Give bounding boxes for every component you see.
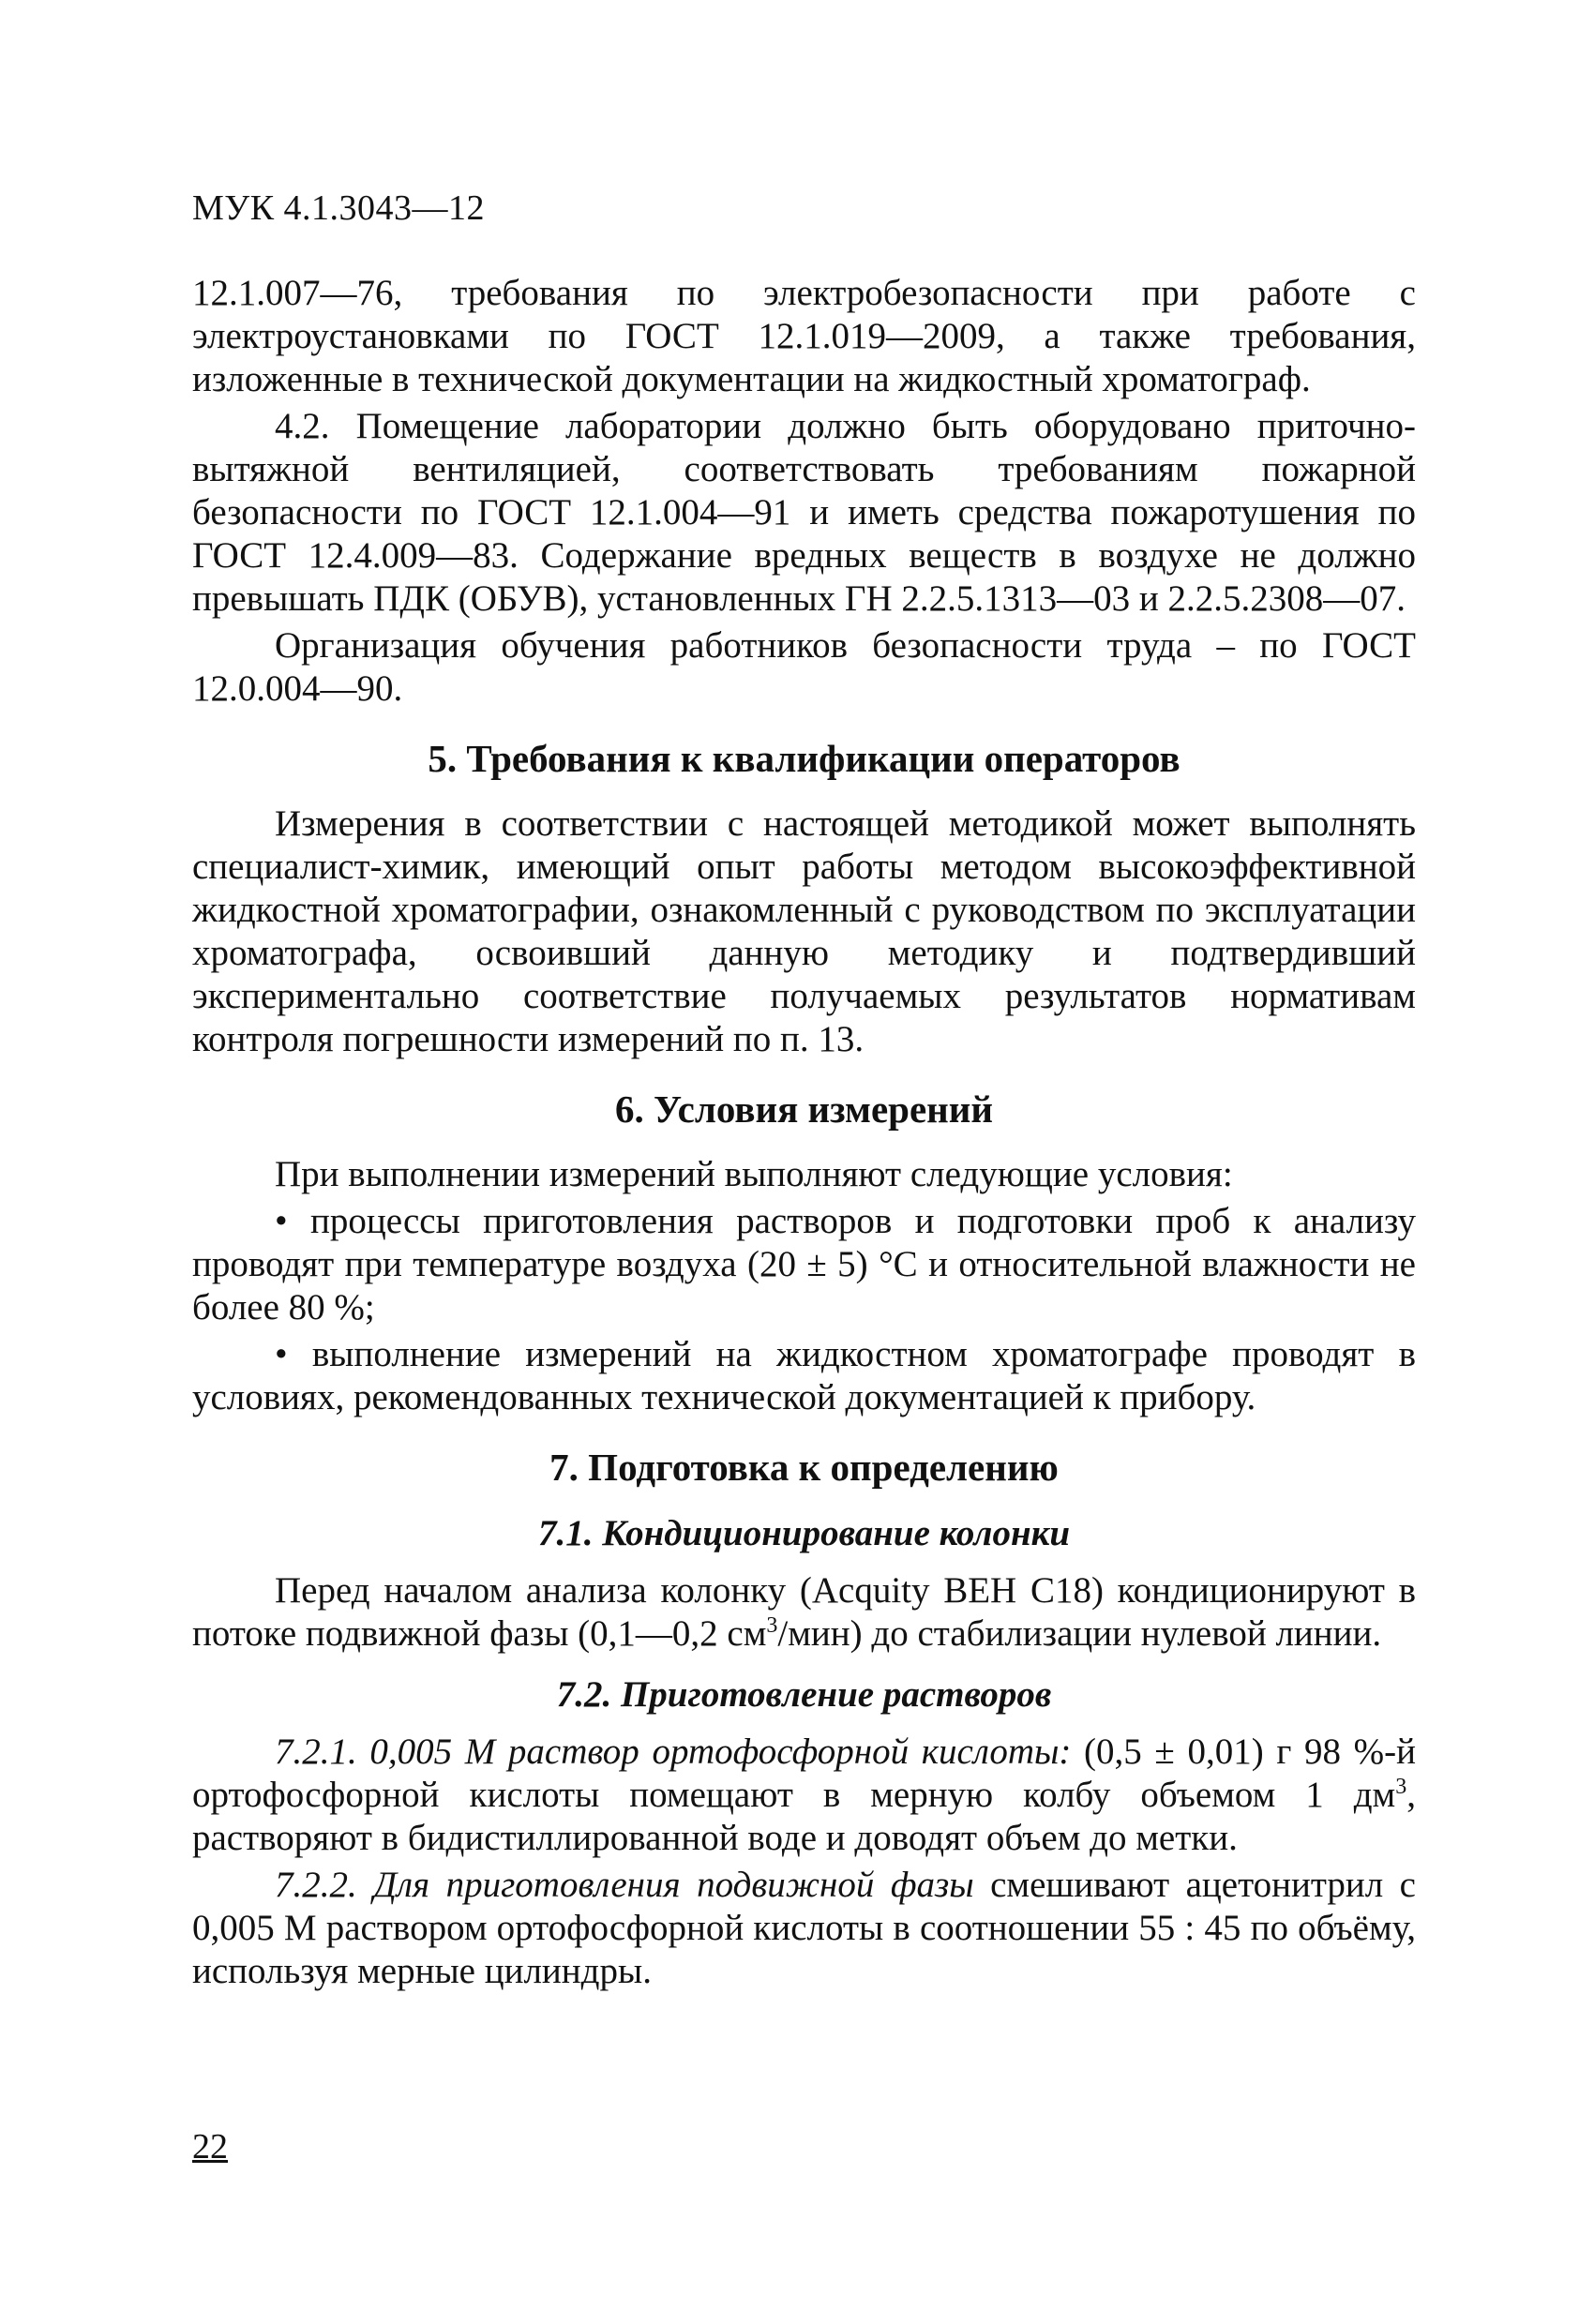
subsection-7-1-heading: 7.1. Кондиционирование колонки <box>537 1513 1071 1553</box>
section-6-intro: При выполнении измерений выполняют следующие условия: <box>275 1154 1233 1194</box>
paragraph-training: Организация обучения работников безопасности труда – по ГОСТ 12.0.004—90. <box>192 625 1416 709</box>
section-6-bullet-1: • процессы приготовления растворов и подготовки проб к анализу проводят при температуре воздуха (20 ± 5) °С и относительной влажности не более 80 %; <box>192 1201 1416 1327</box>
superscript-3: 3 <box>766 1613 778 1638</box>
page-number-footer <box>192 2126 228 2167</box>
paragraph-7-2-2-text: смешивают ацетонитрил с 0,005 М раствором ортофосфорной кислоты в соотношении 55 : 45 по объёму, используя мерные цилиндры. <box>192 1865 1416 1991</box>
paragraph-4-2: 4.2. Помещение лаборатории должно быть оборудовано приточно-вытяжной вентиляцией, соответствовать требованиям пожарной безопасности по ГОСТ 12.1.004—91 и иметь средства пожаротушения по ГОСТ 12.4.009—83. Содержание вредных веществ в воздухе не должно превышать ПДК (ОБУВ), установленных ГН 2.2.5.1313—03 и 2.2.5.2308—07. <box>192 406 1416 619</box>
subsection-7-2-heading: 7.2. Приготовление растворов <box>556 1674 1052 1715</box>
paragraph-7-2-2 <box>192 1864 1416 1993</box>
paragraph-7-2-1-lead: 7.2.1. 0,005 М раствор ортофосфорной кислоты: <box>275 1732 1072 1772</box>
subsection-7-1-text-a: Перед началом анализа колонку (Acquity BEH C18) кондиционируют в потоке подвижной фазы (0,1—0,2 см <box>192 1570 1416 1654</box>
section-6-bullet-2: • выполнение измерений на жидкостном хроматографе проводят в условиях, рекомендованных технической документацией к прибору. <box>192 1334 1416 1417</box>
paragraph-7-2-1-text-a: (0,5 ± 0,01) г 98 %-й ортофосфорной кислоты помещают в мерную колбу объемом 1 дм <box>192 1732 1416 1815</box>
paragraph-7-2-1-text-b: , растворяют в бидистиллированной воде и доводят объем до метки. <box>192 1775 1416 1858</box>
superscript-3: 3 <box>1395 1775 1407 1799</box>
subsection-7-1-text-b: /мин) до стабилизации нулевой линии. <box>777 1613 1382 1654</box>
section-7-heading: 7. Подготовка к определению <box>549 1446 1059 1489</box>
section-6-heading: 6. Условия измерений <box>614 1087 994 1131</box>
document-code-header: МУК 4.1.3043—12 <box>192 188 486 228</box>
page-number: 22 <box>192 2127 228 2167</box>
section-5-text: Измерения в соответствии с настоящей методикой может выполнять специалист-химик, имеющий опыт работы методом высокоэффективной жидкостной хроматографии, ознакомленный с руководством по эксплуатации хроматографа, освоивший данную методику и подтвердивший экспериментально соответствие получаемых результатов нормативам контроля погрешности измерений по п. 13. <box>192 803 1416 1059</box>
paragraph-7-2-1 <box>192 1731 1416 1860</box>
paragraph-7-2-2-lead: 7.2.2. Для приготовления подвижной фазы <box>275 1865 974 1905</box>
document-body <box>192 272 1416 1997</box>
paragraph-intro: 12.1.007—76, требования по электробезопасности при работе с электроустановками по ГОСТ 12.1.019—2009, а также требования, изложенные в технической документации на жидкостный хроматограф. <box>192 273 1416 399</box>
subsection-7-1-text <box>192 1569 1416 1656</box>
section-5-heading: 5. Требования к квалификации операторов <box>428 737 1180 780</box>
